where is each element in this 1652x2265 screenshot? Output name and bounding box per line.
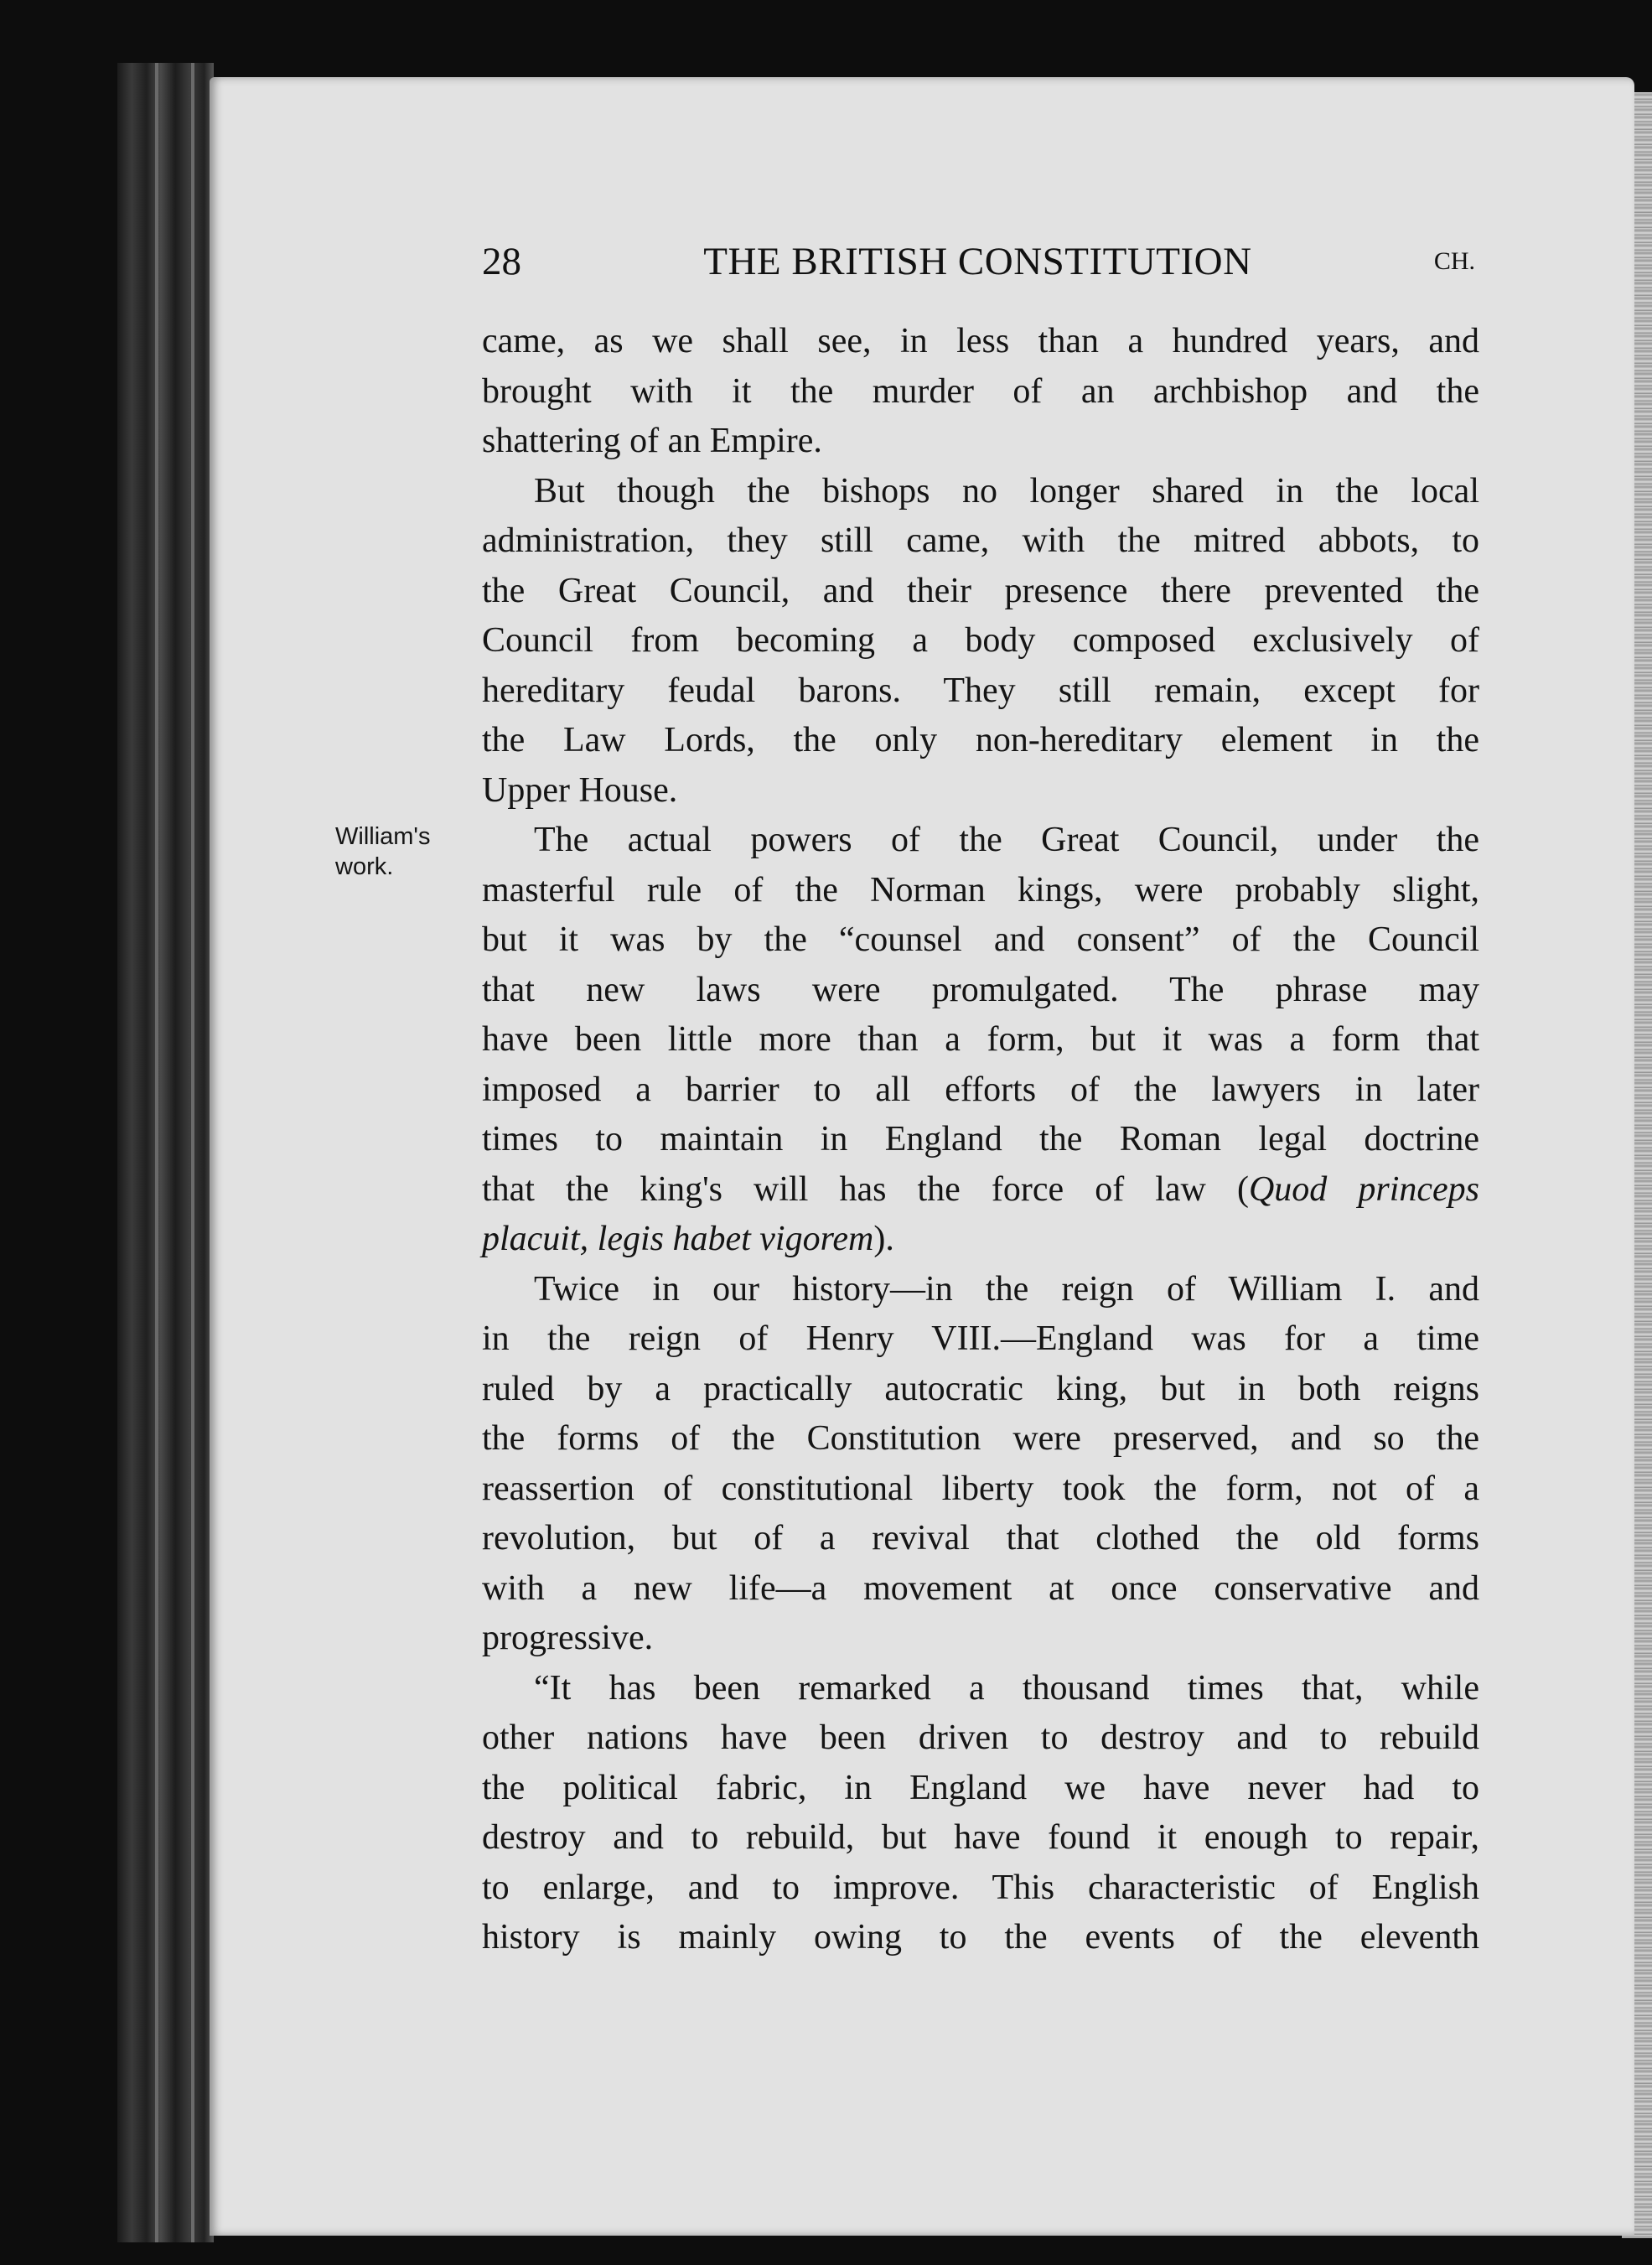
text-line-content: brought with it the murder of an archbishop and the [482,371,1479,411]
text-line [482,1414,1479,1464]
text-line-content: the Law Lords, the only non-hereditary element in the [482,721,1479,759]
text-line [482,367,1479,417]
text-line-content: destroy and to rebuild, but have found it enough to repair, [482,1818,1479,1857]
text-line-content: history is mainly owing to the events of the eleventh [482,1918,1479,1957]
spine-edge [191,63,194,2242]
margin-note-line: William's [335,823,431,850]
text-line-content: masterful rule of the Norman kings, were probably slight, [482,870,1479,910]
page-number: 28 [482,240,521,283]
text-line [482,1464,1479,1515]
chapter-mark: CH. [1433,247,1475,275]
text-line-content: “It has been remarked a thousand times that, while [534,1668,1479,1708]
text-line-content: the Great Council, and their presence there prevented the [482,571,1479,610]
text-line [482,766,1479,816]
text-line [482,1713,1479,1764]
text-line-content: administration, they still came, with the mitred abbots, to [482,521,1479,560]
body-text [482,317,1479,1963]
text-line-content: to enlarge, and to improve. This characteristic of English [482,1868,1479,1907]
margin-note-line: work. [335,853,394,880]
text-line [482,1365,1479,1415]
text-line-content: that new laws were promulgated. The phrase may [482,970,1479,1009]
text-line-content: came, as we shall see, in less than a hundred years, and [482,322,1479,360]
running-title: THE BRITISH CONSTITUTION [703,240,1252,283]
text-line-content: The actual powers of the Great Council, under the [534,821,1479,859]
text-line [482,866,1479,916]
running-head [482,236,1475,287]
text-line [482,666,1479,717]
text-line [482,467,1479,517]
text-line [482,567,1479,617]
text-line [482,1564,1479,1615]
text-line-content: imposed a barrier to all efforts of the lawyers in later [482,1070,1479,1109]
text-line-content: ruled by a practically autocratic king, but in both reigns [482,1369,1479,1408]
text-line-content: shattering of an Empire. [482,422,822,460]
text-line [482,1165,1479,1215]
italic-phrase: placuit, legis habet vigorem [482,1220,874,1258]
text-line-content: other nations have been driven to destroy and to rebuild [482,1718,1479,1757]
text-line [482,1015,1479,1065]
text-line-content: hereditary feudal barons. They still remain, except for [482,671,1479,710]
text-line-content: but it was by the “counsel and consent” of the Council [482,920,1479,959]
text-line-content: times to maintain in England the Roman legal doctrine [482,1120,1479,1158]
text-line [482,1664,1479,1714]
text-line [482,616,1479,666]
text-line [482,1065,1479,1116]
text-line [482,417,1479,467]
text-line-content: that the king's will has the force of law ( [482,1169,1249,1209]
text-line-content: Upper House. [482,770,678,810]
text-line [482,516,1479,567]
text-line [482,1314,1479,1365]
text-line-content: Council from becoming a body composed exclusively of [482,621,1479,660]
text-line-tail: ). [873,1220,894,1258]
text-line-content: reassertion of constitutional liberty took the form, not of a [482,1469,1479,1508]
text-line [482,816,1479,866]
text-line-content: But though the bishops no longer shared in the local [534,471,1479,511]
text-line [482,1764,1479,1814]
text-line-content: the political fabric, in England we have never had to [482,1768,1479,1807]
text-line [482,1265,1479,1315]
text-line [482,1115,1479,1165]
text-line-content: have been little more than a form, but it was a form that [482,1020,1479,1059]
text-line-content: with a new life—a movement at once conservative and [482,1568,1479,1608]
spine-edge [155,63,158,2242]
text-line-content: progressive. [482,1619,654,1657]
text-line [482,966,1479,1016]
text-line [482,1813,1479,1863]
text-line-content: revolution, but of a revival that clothed the old forms [482,1519,1479,1558]
text-line [482,1913,1479,1963]
text-line [482,1215,1479,1265]
book-spine [117,63,214,2242]
text-line [482,716,1479,766]
text-line [482,317,1479,367]
text-line-content: in the reign of Henry VIII.—England was for a time [482,1319,1479,1358]
text-line [482,1514,1479,1564]
text-line-content: Twice in our history—in the reign of William I. and [534,1269,1479,1309]
text-line-content: the forms of the Constitution were preserved, and so the [482,1419,1479,1458]
text-line [482,915,1479,966]
text-line [482,1863,1479,1914]
margin-note [335,822,478,882]
italic-phrase: Quod princeps [1248,1169,1479,1209]
text-line [482,1614,1479,1664]
